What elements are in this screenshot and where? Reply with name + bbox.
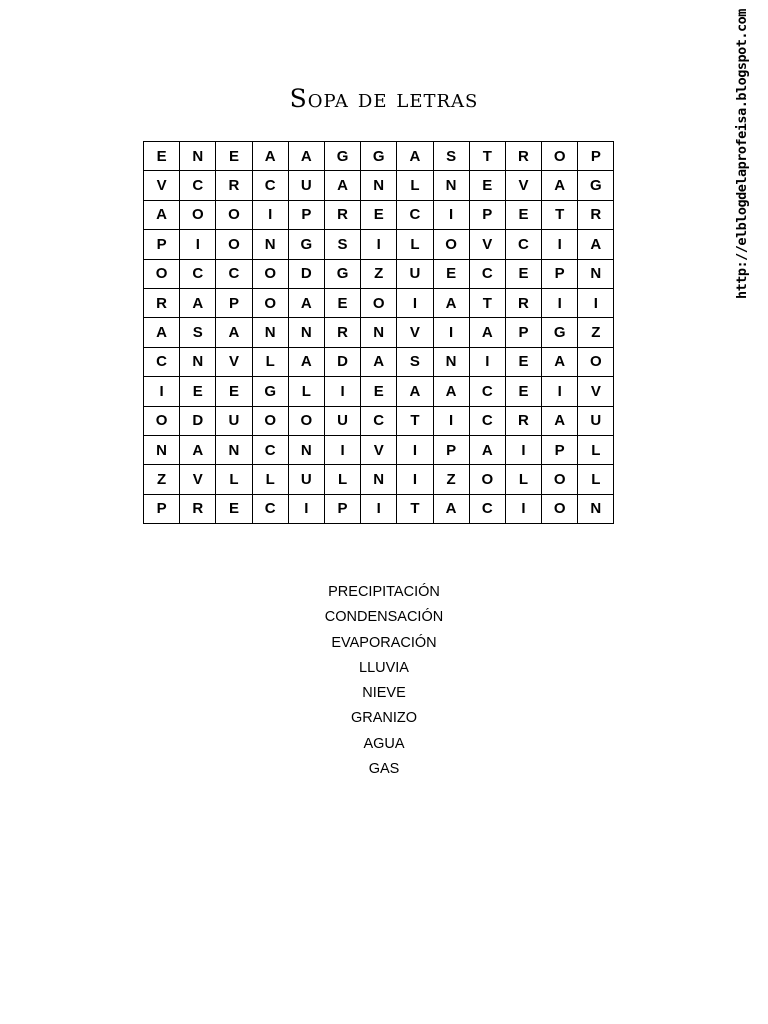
grid-cell: I — [144, 377, 180, 406]
grid-cell: A — [252, 142, 288, 171]
grid-row — [144, 377, 614, 406]
grid-cell: I — [324, 435, 360, 464]
grid-cell: P — [469, 200, 505, 229]
grid-cell: T — [397, 494, 433, 523]
word-list-item: NIEVE — [362, 685, 406, 702]
grid-cell: A — [180, 435, 216, 464]
word-list-item: LLUVIA — [359, 659, 409, 676]
grid-cell: Z — [361, 259, 397, 288]
grid-cell: L — [578, 465, 614, 494]
grid-cell: R — [505, 406, 541, 435]
grid-cell: C — [505, 230, 541, 259]
grid-cell: L — [252, 465, 288, 494]
grid-cell: I — [397, 435, 433, 464]
grid-cell: A — [433, 288, 469, 317]
grid-cell: I — [288, 494, 324, 523]
grid-cell: O — [252, 288, 288, 317]
grid-cell: G — [324, 259, 360, 288]
grid-cell: A — [578, 230, 614, 259]
grid-cell: A — [397, 377, 433, 406]
grid-cell: I — [361, 230, 397, 259]
grid-cell: I — [361, 494, 397, 523]
grid-cell: O — [469, 465, 505, 494]
grid-cell: N — [578, 494, 614, 523]
grid-cell: S — [397, 347, 433, 376]
grid-cell: A — [433, 494, 469, 523]
word-list — [284, 580, 484, 782]
word-list-item: PRECIPITACIÓN — [328, 584, 440, 600]
grid-cell: P — [578, 142, 614, 171]
grid-cell: O — [252, 259, 288, 288]
word-list-item: GRANIZO — [350, 710, 418, 727]
grid-cell: R — [180, 494, 216, 523]
word-list-item: EVAPORACIÓN — [331, 634, 437, 651]
word-list-item: GAS — [368, 761, 400, 778]
grid-cell: C — [361, 406, 397, 435]
grid-cell: L — [324, 465, 360, 494]
grid-cell: O — [361, 288, 397, 317]
page-title: Sopa de letras — [289, 84, 479, 113]
grid-cell: P — [144, 494, 180, 523]
grid-cell: O — [252, 406, 288, 435]
word-search-grid — [143, 141, 614, 524]
grid-cell: P — [144, 230, 180, 259]
grid-cell: O — [288, 406, 324, 435]
grid-cell: L — [578, 435, 614, 464]
grid-cell: E — [216, 377, 252, 406]
grid-cell: O — [144, 259, 180, 288]
grid-cell: T — [397, 406, 433, 435]
grid-cell: E — [505, 259, 541, 288]
grid-cell: N — [252, 230, 288, 259]
grid-cell: O — [180, 200, 216, 229]
grid-cell: O — [542, 142, 578, 171]
grid-row — [144, 200, 614, 229]
grid-cell: I — [433, 318, 469, 347]
grid-cell: I — [433, 200, 469, 229]
grid-cell: C — [252, 435, 288, 464]
grid-cell: N — [578, 259, 614, 288]
grid-cell: L — [397, 171, 433, 200]
grid-cell: O — [216, 230, 252, 259]
grid-cell: C — [144, 347, 180, 376]
grid-cell: V — [578, 377, 614, 406]
grid-cell: U — [288, 465, 324, 494]
grid-cell: G — [324, 142, 360, 171]
grid-cell: O — [433, 230, 469, 259]
grid-cell: E — [216, 494, 252, 523]
grid-cell: L — [397, 230, 433, 259]
grid-cell: O — [216, 200, 252, 229]
grid-cell: R — [216, 171, 252, 200]
grid-cell: P — [216, 288, 252, 317]
blog-url: http://elblogdelaprofeisa.blogspot.com — [734, 9, 750, 299]
grid-cell: C — [469, 377, 505, 406]
grid-cell: P — [433, 435, 469, 464]
grid-cell: C — [252, 171, 288, 200]
grid-cell: E — [505, 347, 541, 376]
word-list-item: AGUA — [363, 735, 405, 752]
grid-cell: E — [216, 142, 252, 171]
grid-cell: R — [144, 288, 180, 317]
grid-cell: N — [144, 435, 180, 464]
grid-cell: U — [288, 171, 324, 200]
grid-cell: P — [324, 494, 360, 523]
grid-cell: N — [361, 465, 397, 494]
grid-cell: V — [469, 230, 505, 259]
grid-cell: A — [542, 406, 578, 435]
grid-cell: R — [505, 288, 541, 317]
grid-cell: R — [505, 142, 541, 171]
grid-cell: I — [505, 435, 541, 464]
grid-row — [144, 259, 614, 288]
grid-cell: L — [252, 347, 288, 376]
grid-cell: C — [397, 200, 433, 229]
grid-cell: P — [542, 259, 578, 288]
grid-cell: A — [324, 171, 360, 200]
grid-cell: R — [578, 200, 614, 229]
grid-cell: N — [433, 347, 469, 376]
grid-cell: T — [469, 142, 505, 171]
grid-cell: D — [180, 406, 216, 435]
grid-cell: I — [505, 494, 541, 523]
grid-cell: C — [180, 259, 216, 288]
grid-cell: A — [288, 288, 324, 317]
grid-cell: L — [505, 465, 541, 494]
grid-cell: I — [542, 288, 578, 317]
grid-cell: S — [324, 230, 360, 259]
grid-cell: G — [288, 230, 324, 259]
grid-row — [144, 435, 614, 464]
grid-cell: V — [216, 347, 252, 376]
grid-cell: E — [505, 200, 541, 229]
grid-cell: E — [361, 377, 397, 406]
grid-cell: N — [252, 318, 288, 347]
grid-cell: A — [469, 435, 505, 464]
grid-cell: G — [252, 377, 288, 406]
grid-cell: A — [542, 347, 578, 376]
grid-cell: C — [469, 406, 505, 435]
grid-cell: E — [144, 142, 180, 171]
grid-cell: P — [505, 318, 541, 347]
grid-row — [144, 171, 614, 200]
grid-cell: G — [361, 142, 397, 171]
grid-cell: C — [180, 171, 216, 200]
grid-cell: A — [361, 347, 397, 376]
word-list-item: CONDENSACIÓN — [324, 609, 444, 626]
grid-cell: Z — [433, 465, 469, 494]
grid-cell: U — [216, 406, 252, 435]
grid-cell: A — [144, 318, 180, 347]
grid-cell: I — [252, 200, 288, 229]
grid-cell: C — [469, 494, 505, 523]
grid-cell: I — [324, 377, 360, 406]
grid-cell: D — [324, 347, 360, 376]
grid-cell: P — [288, 200, 324, 229]
grid-cell: O — [144, 406, 180, 435]
grid-cell: R — [324, 318, 360, 347]
grid-cell: N — [180, 347, 216, 376]
grid-cell: I — [469, 347, 505, 376]
grid-cell: N — [361, 171, 397, 200]
grid-cell: N — [361, 318, 397, 347]
grid-cell: A — [288, 142, 324, 171]
grid-cell: D — [288, 259, 324, 288]
grid-row — [144, 142, 614, 171]
grid-cell: V — [144, 171, 180, 200]
grid-cell: E — [361, 200, 397, 229]
grid-cell: I — [578, 288, 614, 317]
grid-cell: V — [180, 465, 216, 494]
grid-cell: U — [397, 259, 433, 288]
grid-row — [144, 230, 614, 259]
grid-cell: G — [542, 318, 578, 347]
grid-cell: O — [542, 465, 578, 494]
grid-cell: T — [542, 200, 578, 229]
grid-cell: I — [397, 465, 433, 494]
grid-cell: L — [216, 465, 252, 494]
grid-cell: C — [469, 259, 505, 288]
grid-cell: R — [324, 200, 360, 229]
grid-cell: C — [252, 494, 288, 523]
grid-cell: O — [578, 347, 614, 376]
grid-cell: N — [288, 318, 324, 347]
grid-row — [144, 288, 614, 317]
grid-cell: A — [216, 318, 252, 347]
grid-cell: U — [578, 406, 614, 435]
grid-cell: E — [505, 377, 541, 406]
grid-row — [144, 318, 614, 347]
grid-cell: Z — [578, 318, 614, 347]
grid-cell: P — [542, 435, 578, 464]
grid-cell: I — [180, 230, 216, 259]
grid-cell: A — [144, 200, 180, 229]
grid-cell: A — [397, 142, 433, 171]
grid-cell: V — [505, 171, 541, 200]
grid-cell: S — [180, 318, 216, 347]
grid-cell: L — [288, 377, 324, 406]
grid-cell: E — [180, 377, 216, 406]
grid-cell: A — [433, 377, 469, 406]
grid-cell: I — [397, 288, 433, 317]
grid-cell: C — [216, 259, 252, 288]
grid-row — [144, 406, 614, 435]
grid-cell: E — [469, 171, 505, 200]
grid-cell: G — [578, 171, 614, 200]
grid-cell: A — [542, 171, 578, 200]
grid-cell: A — [180, 288, 216, 317]
grid-cell: N — [180, 142, 216, 171]
grid-cell: Z — [144, 465, 180, 494]
grid-row — [144, 465, 614, 494]
grid-cell: N — [433, 171, 469, 200]
grid-cell: S — [433, 142, 469, 171]
grid-cell: E — [324, 288, 360, 317]
grid-cell: A — [288, 347, 324, 376]
grid-cell: N — [216, 435, 252, 464]
grid-cell: I — [542, 377, 578, 406]
grid-cell: I — [433, 406, 469, 435]
grid-cell: E — [433, 259, 469, 288]
grid-cell: V — [361, 435, 397, 464]
grid-cell: O — [542, 494, 578, 523]
grid-row — [144, 494, 614, 523]
grid-row — [144, 347, 614, 376]
grid-cell: U — [324, 406, 360, 435]
grid-cell: N — [288, 435, 324, 464]
grid-cell: V — [397, 318, 433, 347]
grid-cell: A — [469, 318, 505, 347]
grid-cell: T — [469, 288, 505, 317]
grid-cell: I — [542, 230, 578, 259]
